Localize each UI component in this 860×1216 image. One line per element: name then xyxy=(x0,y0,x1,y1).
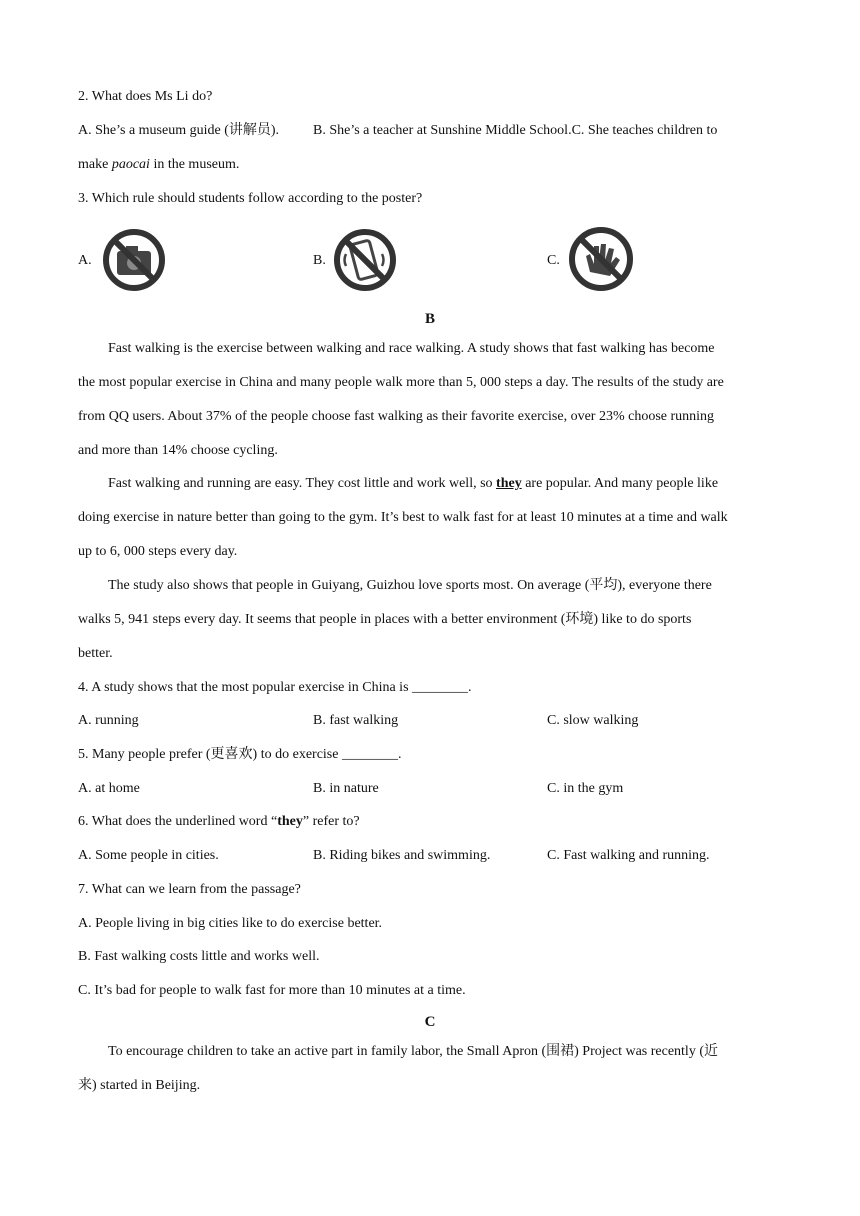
section-b-p2-text-end: are popular. And many people like xyxy=(521,476,719,491)
q2-option-b: B. She’s a teacher at Sunshine Middle School. xyxy=(313,123,572,138)
q6-question-word: they xyxy=(277,814,303,829)
q3-question: 3. Which rule should students follow according to the poster? xyxy=(78,191,423,206)
q6-option-b: B. Riding bikes and swimming. xyxy=(313,848,491,863)
section-b-p1-line2: the most popular exercise in China and many people walk more than 5, 000 steps a day. The results of the study are xyxy=(78,375,724,390)
q3-option-c-label: C. xyxy=(547,253,560,268)
no-camera-icon xyxy=(102,226,166,294)
section-b-p3-line2: walks 5, 941 steps every day. It seems that people in places with a better environment (环境) like to do sports xyxy=(78,612,692,627)
section-c-line1: To encourage children to take an active part in family labor, the Small Apron (围裙) Project was recently (近 xyxy=(108,1044,718,1059)
q2-option-c: C. She teaches children to xyxy=(571,123,718,138)
q7-question: 7. What can we learn from the passage? xyxy=(78,882,301,897)
q6-question-text-end: ” refer to? xyxy=(302,814,360,829)
section-c-heading: C xyxy=(424,1014,436,1030)
q5-question: 5. Many people prefer (更喜欢) to do exercise ________. xyxy=(78,747,402,762)
q5-option-b: B. in nature xyxy=(313,781,379,796)
q6-question xyxy=(78,805,782,839)
q4-option-b: B. fast walking xyxy=(313,713,399,728)
section-c-line2: 来) started in Beijing. xyxy=(78,1078,201,1093)
section-b-p2-line3: up to 6, 000 steps every day. xyxy=(78,544,238,559)
underlined-word-they: they xyxy=(496,476,522,491)
q5-option-a: A. at home xyxy=(78,781,140,796)
q2-option-c-cont xyxy=(78,148,782,182)
q3-option-b-label: B. xyxy=(313,253,326,268)
section-b-p2-line1 xyxy=(108,467,782,501)
q4-option-a: A. running xyxy=(78,713,139,728)
q4-question: 4. A study shows that the most popular exercise in China is ________. xyxy=(78,680,472,695)
no-phone-icon xyxy=(332,226,398,294)
q2-question: 2. What does Ms Li do? xyxy=(78,89,213,104)
section-b-heading: B xyxy=(424,311,435,327)
q2-option-c-text-end: in the museum. xyxy=(149,157,240,172)
q2-option-b-c xyxy=(313,114,717,148)
section-b-p1-line4: and more than 14% choose cycling. xyxy=(78,443,278,458)
q6-question-text: 6. What does the underlined word “ xyxy=(78,814,278,829)
q7-option-a: A. People living in big cities like to do exercise better. xyxy=(78,916,383,931)
q6-option-c: C. Fast walking and running. xyxy=(547,848,710,863)
q3-option-a-label: A. xyxy=(78,253,92,268)
q7-option-b: B. Fast walking costs little and works well. xyxy=(78,949,320,964)
section-b-p1-line3: from QQ users. About 37% of the people choose fast walking as their favorite exercise, over 23% choose running xyxy=(78,409,715,424)
q2-option-c-italic: paocai xyxy=(111,157,150,172)
no-touching-icon xyxy=(566,224,636,294)
section-b-p2-text: Fast walking and running are easy. They cost little and work well, so xyxy=(108,476,497,491)
section-b-p3-line3: better. xyxy=(78,646,113,661)
q6-option-a: A. Some people in cities. xyxy=(78,848,219,863)
q5-option-c: C. in the gym xyxy=(547,781,624,796)
section-b-p3-line1: The study also shows that people in Guiyang, Guizhou love sports most. On average (平均), everyone there xyxy=(108,578,712,593)
section-b-p1-line1: Fast walking is the exercise between walking and race walking. A study shows that fast walking has become xyxy=(108,341,715,356)
section-b-p2-line2: doing exercise in nature better than going to the gym. It’s best to walk fast for at least 10 minutes at a time and walk xyxy=(78,510,728,525)
q4-option-c: C. slow walking xyxy=(547,713,639,728)
q7-option-c: C. It’s bad for people to walk fast for more than 10 minutes at a time. xyxy=(78,983,466,998)
q2-option-a: A. She’s a museum guide (讲解员). xyxy=(78,123,280,138)
q2-option-c-text: make xyxy=(78,157,112,172)
